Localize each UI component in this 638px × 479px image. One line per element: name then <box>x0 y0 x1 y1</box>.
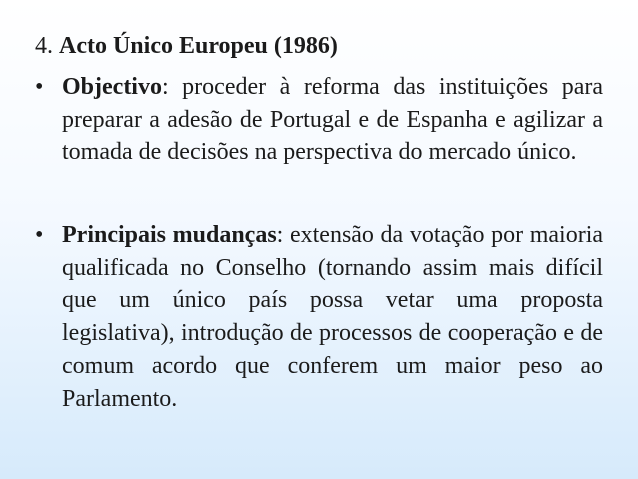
bullet-term: Objectivo <box>62 74 162 100</box>
bullet-text: : extensão da votação por maioria qualificada no Conselho (tornando assim mais difícil que um único país possa vetar uma proposta legislativa), introdução de processos de cooperação e de comum acordo que conferem um maior peso ao Parlamento. <box>62 222 604 412</box>
heading-title: Acto Único Europeu (1986) <box>59 33 338 59</box>
heading-number: 4. <box>35 33 53 59</box>
bullet-marker: • <box>35 222 44 248</box>
bullet-body <box>62 71 603 169</box>
slide-heading <box>35 30 338 62</box>
bullet-text: : proceder à reforma das instituições para preparar a adesão de Portugal e de Espanha e agilizar a tomada de decisões na perspectiva do mercado único. <box>62 74 603 166</box>
bullet-term: Principais mudanças <box>62 222 277 248</box>
bullet-marker: • <box>35 74 44 100</box>
bullet-body <box>62 219 603 415</box>
